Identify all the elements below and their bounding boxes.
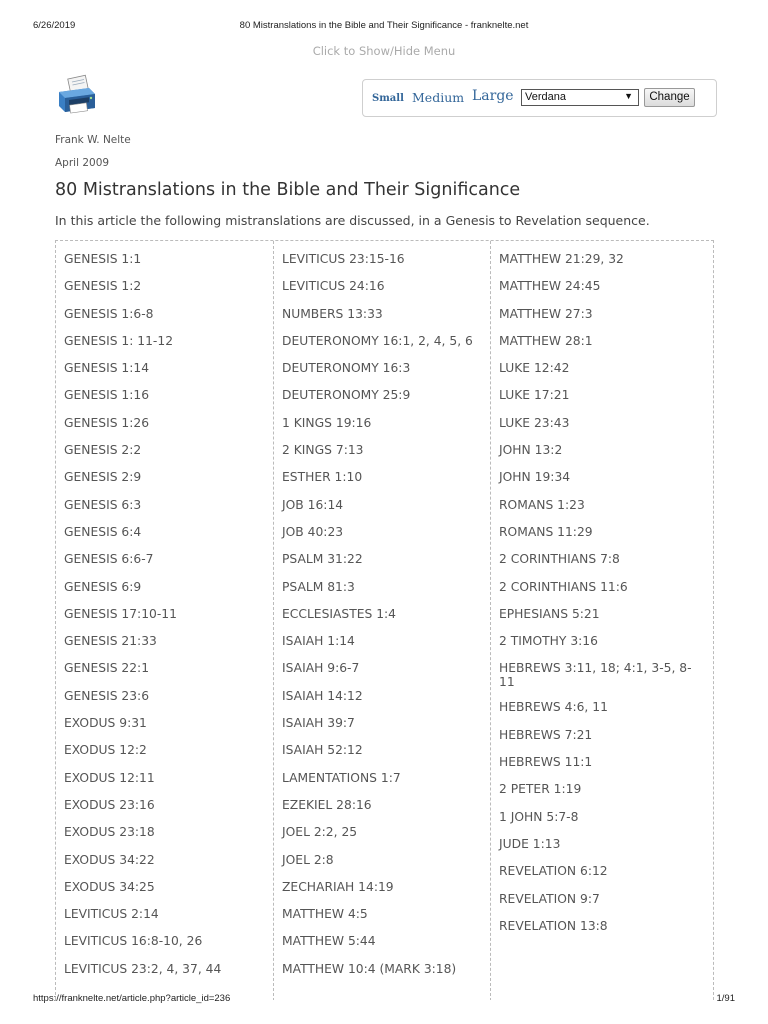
index-entry-link[interactable]: GENESIS 6:4	[64, 524, 142, 539]
index-entry-link[interactable]: JOHN 13:2	[499, 443, 563, 458]
index-entry-link[interactable]: 1 JOHN 5:7-8	[499, 809, 579, 824]
index-entry-link[interactable]: ISAIAH 52:12	[282, 743, 363, 758]
print-footer	[33, 993, 735, 1005]
index-entry-link[interactable]: DEUTERONOMY 16:1, 2, 4, 5, 6	[282, 333, 473, 348]
menu-toggle-link[interactable]: Click to Show/Hide Menu	[312, 44, 456, 58]
index-entry-link[interactable]: LEVITICUS 16:8-10, 26	[64, 934, 203, 949]
index-entry-link[interactable]: MATTHEW 21:29, 32	[499, 252, 624, 266]
index-entry-link[interactable]: LEVITICUS 23:15-16	[282, 252, 405, 266]
index-entry-link[interactable]: GENESIS 1:26	[64, 415, 150, 430]
index-entry-link[interactable]: 1 KINGS 19:16	[282, 415, 372, 430]
index-entry-link[interactable]: EPHESIANS 5:21	[499, 606, 600, 621]
index-entry-link[interactable]: GENESIS 1:1	[64, 252, 142, 266]
index-entry-link[interactable]: GENESIS 1:6-8	[64, 306, 154, 321]
print-date: 6/26/2019	[33, 20, 76, 31]
index-entry-link[interactable]: MATTHEW 28:1	[499, 333, 593, 348]
article-title: 80 Mistranslations in the Bible and Their Significance	[55, 180, 521, 200]
index-entry-link[interactable]: ESTHER 1:10	[282, 470, 363, 485]
index-entry-link[interactable]: ZECHARIAH 14:19	[282, 879, 394, 894]
index-entry-link[interactable]: JUDE 1:13	[499, 836, 561, 851]
index-entry-link[interactable]: PSALM 31:22	[282, 552, 363, 567]
index-entry-link[interactable]: GENESIS 22:1	[64, 661, 150, 676]
index-entry-link[interactable]: EXODUS 23:16	[64, 797, 155, 812]
index-entry-link[interactable]: MATTHEW 4:5	[282, 907, 368, 922]
index-entry-link[interactable]: LEVITICUS 2:14	[64, 907, 159, 922]
index-column-2	[274, 241, 491, 1000]
index-entry-link[interactable]: GENESIS 1:14	[64, 361, 150, 376]
index-entry-link[interactable]: 2 PETER 1:19	[499, 782, 582, 797]
index-entry-link[interactable]: LEVITICUS 23:2, 4, 37, 44	[64, 961, 222, 976]
print-url: https://franknelte.net/article.php?article_id=236	[33, 993, 231, 1004]
index-entry-link[interactable]: EXODUS 9:31	[64, 716, 147, 731]
index-entry-link[interactable]: EXODUS 34:25	[64, 879, 155, 894]
font-controls	[362, 79, 717, 117]
index-entry-link[interactable]: HEBREWS 11:1	[499, 755, 593, 770]
index-entry-link[interactable]: ISAIAH 1:14	[282, 634, 355, 649]
dropdown-arrow-icon: ▼	[624, 91, 633, 101]
index-entry-link[interactable]: 2 KINGS 7:13	[282, 443, 364, 458]
index-entry-link[interactable]: EXODUS 12:2	[64, 743, 147, 758]
index-entry-link[interactable]: GENESIS 1:16	[64, 388, 150, 403]
index-entry-link[interactable]: 2 TIMOTHY 3:16	[499, 634, 598, 649]
index-entry-link[interactable]: HEBREWS 4:6, 11	[499, 700, 608, 715]
index-entry-link[interactable]: GENESIS 2:9	[64, 470, 142, 485]
index-entry-link[interactable]: GENESIS 1: 11-12	[64, 333, 174, 348]
index-entry-link[interactable]: REVELATION 13:8	[499, 918, 608, 933]
font-size-small-link[interactable]: Small	[372, 93, 404, 104]
index-entry-link[interactable]: LEVITICUS 24:16	[282, 279, 385, 294]
index-entry-link[interactable]: JOB 16:14	[282, 497, 344, 512]
article-date: April 2009	[55, 157, 110, 169]
index-entry-link[interactable]: GENESIS 2:2	[64, 443, 142, 458]
font-family-selected-value: Verdana	[525, 91, 566, 103]
index-entry-link[interactable]: LAMENTATIONS 1:7	[282, 770, 401, 785]
index-entry-link[interactable]: HEBREWS 3:11, 18; 4:1, 3-5, 8-11	[499, 661, 692, 690]
index-entry-link[interactable]: MATTHEW 5:44	[282, 934, 376, 949]
index-column-1	[56, 241, 274, 1000]
font-family-select[interactable]	[521, 89, 639, 106]
print-header	[33, 20, 735, 32]
index-entry-link[interactable]: ISAIAH 9:6-7	[282, 661, 360, 676]
index-entry-link[interactable]: NUMBERS 13:33	[282, 306, 383, 321]
print-page-number: 1/91	[716, 993, 735, 1004]
index-entry-link[interactable]: EXODUS 23:18	[64, 825, 155, 840]
font-size-large-link[interactable]: Large	[472, 88, 514, 104]
index-entry-link[interactable]: DEUTERONOMY 25:9	[282, 388, 411, 403]
index-entry-link[interactable]: HEBREWS 7:21	[499, 727, 593, 742]
index-entry-link[interactable]: MATTHEW 27:3	[499, 306, 593, 321]
index-entry-link[interactable]: GENESIS 23:6	[64, 688, 150, 703]
index-entry-link[interactable]: MATTHEW 10:4 (MARK 3:18)	[282, 961, 457, 976]
index-column-3	[491, 241, 713, 1000]
index-entry-link[interactable]: JOHN 19:34	[499, 470, 571, 485]
index-entry-link[interactable]: EXODUS 34:22	[64, 852, 155, 867]
article-intro: In this article the following mistranslations are discussed, in a Genesis to Revelation sequence.	[55, 213, 650, 228]
index-entry-link[interactable]: ECCLESIASTES 1:4	[282, 606, 396, 621]
index-entry-link[interactable]: ISAIAH 39:7	[282, 716, 355, 731]
change-font-button[interactable]: Change	[644, 88, 695, 107]
mistranslation-index	[55, 240, 714, 1000]
index-entry-link[interactable]: GENESIS 21:33	[64, 634, 157, 649]
index-entry-link[interactable]: ROMANS 11:29	[499, 524, 593, 539]
index-entry-link[interactable]: DEUTERONOMY 16:3	[282, 361, 411, 376]
index-entry-link[interactable]: GENESIS 6:9	[64, 579, 142, 594]
index-entry-link[interactable]: 2 CORINTHIANS 11:6	[499, 579, 628, 594]
index-entry-link[interactable]: LUKE 23:43	[499, 415, 570, 430]
author-name: Frank W. Nelte	[55, 134, 131, 146]
index-entry-link[interactable]: MATTHEW 24:45	[499, 279, 601, 294]
print-page-title: 80 Mistranslations in the Bible and Their Significance - franknelte.net	[239, 20, 529, 31]
index-entry-link[interactable]: GENESIS 6:6-7	[64, 552, 154, 567]
index-entry-link[interactable]: ISAIAH 14:12	[282, 688, 363, 703]
index-entry-link[interactable]: GENESIS 17:10-11	[64, 606, 177, 621]
index-entry-link[interactable]: REVELATION 6:12	[499, 864, 608, 879]
index-entry-link[interactable]: EXODUS 12:11	[64, 770, 155, 785]
index-entry-link[interactable]: PSALM 81:3	[282, 579, 355, 594]
index-entry-link[interactable]: REVELATION 9:7	[499, 891, 600, 906]
printer-icon[interactable]	[55, 74, 99, 118]
index-entry-link[interactable]: 2 CORINTHIANS 7:8	[499, 552, 620, 567]
index-entry-link[interactable]: ROMANS 1:23	[499, 497, 585, 512]
index-entry-link[interactable]: LUKE 17:21	[499, 388, 570, 403]
index-entry-link[interactable]: JOEL 2:8	[282, 852, 334, 867]
index-entry-link[interactable]: JOEL 2:2, 25	[282, 825, 358, 840]
index-entry-link[interactable]: JOB 40:23	[282, 524, 344, 539]
index-entry-link[interactable]: EZEKIEL 28:16	[282, 797, 372, 812]
font-size-medium-link[interactable]: Medium	[412, 90, 465, 105]
index-entry-link[interactable]: GENESIS 1:2	[64, 279, 142, 294]
index-entry-link[interactable]: GENESIS 6:3	[64, 497, 142, 512]
index-entry-link[interactable]: LUKE 12:42	[499, 361, 570, 376]
